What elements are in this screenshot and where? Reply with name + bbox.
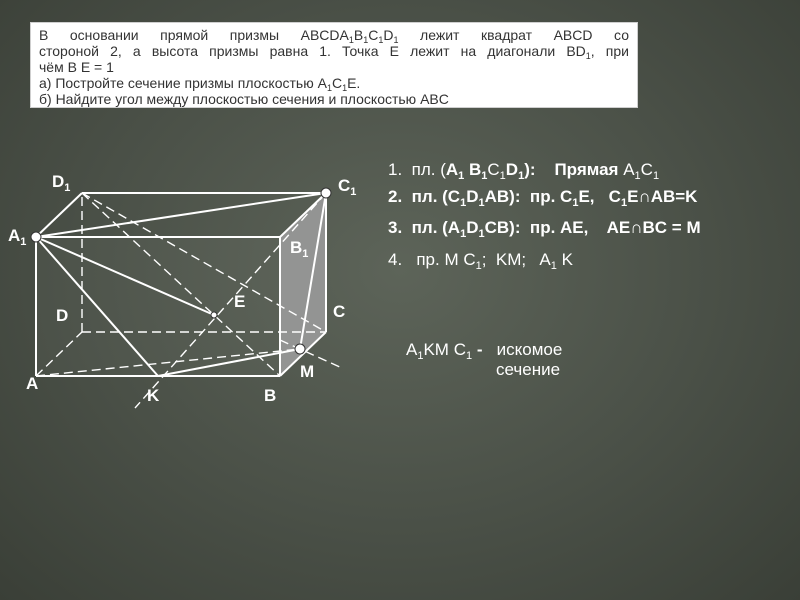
label-d: D xyxy=(56,306,69,325)
result-text: сечение xyxy=(496,360,561,379)
line-a1c1 xyxy=(36,193,326,237)
label-c1: $C_1$ xyxy=(338,176,357,198)
step-1: 1. пл. ($A_1$ $B_1C_1D_1$): Прямая $A_1C_1$ xyxy=(388,160,660,182)
point-c1-marker xyxy=(321,188,331,198)
step-2: 2. пл. $(C_1D_1AB)$: пр. $C_1E$, $C_1E\cap AB=K$ xyxy=(388,187,698,209)
result-label: $A_1KM$ $C_1$ - искомое xyxy=(406,340,563,362)
step-4: 4. пр. M $C_1$; KM; $A_1$ K xyxy=(388,250,573,272)
task-line-3: чём В Е = 1 xyxy=(39,59,114,75)
label-e: E xyxy=(234,292,246,311)
label-b: B xyxy=(264,386,277,405)
label-m: M xyxy=(300,362,315,381)
section-result xyxy=(406,340,636,380)
label-c: C xyxy=(333,302,346,321)
label-d1: $D_1$ xyxy=(52,172,71,194)
point-m-marker xyxy=(295,344,305,354)
step-3: 3. пл. $(A_1D_1CB)$: пр. AE, AE∩BC = M xyxy=(388,218,701,240)
point-a1-marker xyxy=(31,232,41,242)
label-k: K xyxy=(147,386,160,405)
point-e-marker xyxy=(211,312,217,318)
task-line-1: В основании прямой призмы $ABCDA_1B_1C_1D_1$ лежит квадрат ABCD со xyxy=(39,27,629,45)
task-line-2: стороной 2, а высота призмы равна 1. Точка Е лежит на диагонали $BD_1$, при xyxy=(39,43,629,61)
label-b1: $B_1$ xyxy=(290,238,309,260)
label-a: A xyxy=(26,374,39,393)
task-line-4: а) Постройте сечение призмы плоскостью $A_1C_1E$. xyxy=(39,75,361,93)
label-a1: $A_1$ xyxy=(8,226,27,248)
task-line-5: б) Найдите угол между плоскостью сечения и плоскостью ABC xyxy=(39,91,449,107)
